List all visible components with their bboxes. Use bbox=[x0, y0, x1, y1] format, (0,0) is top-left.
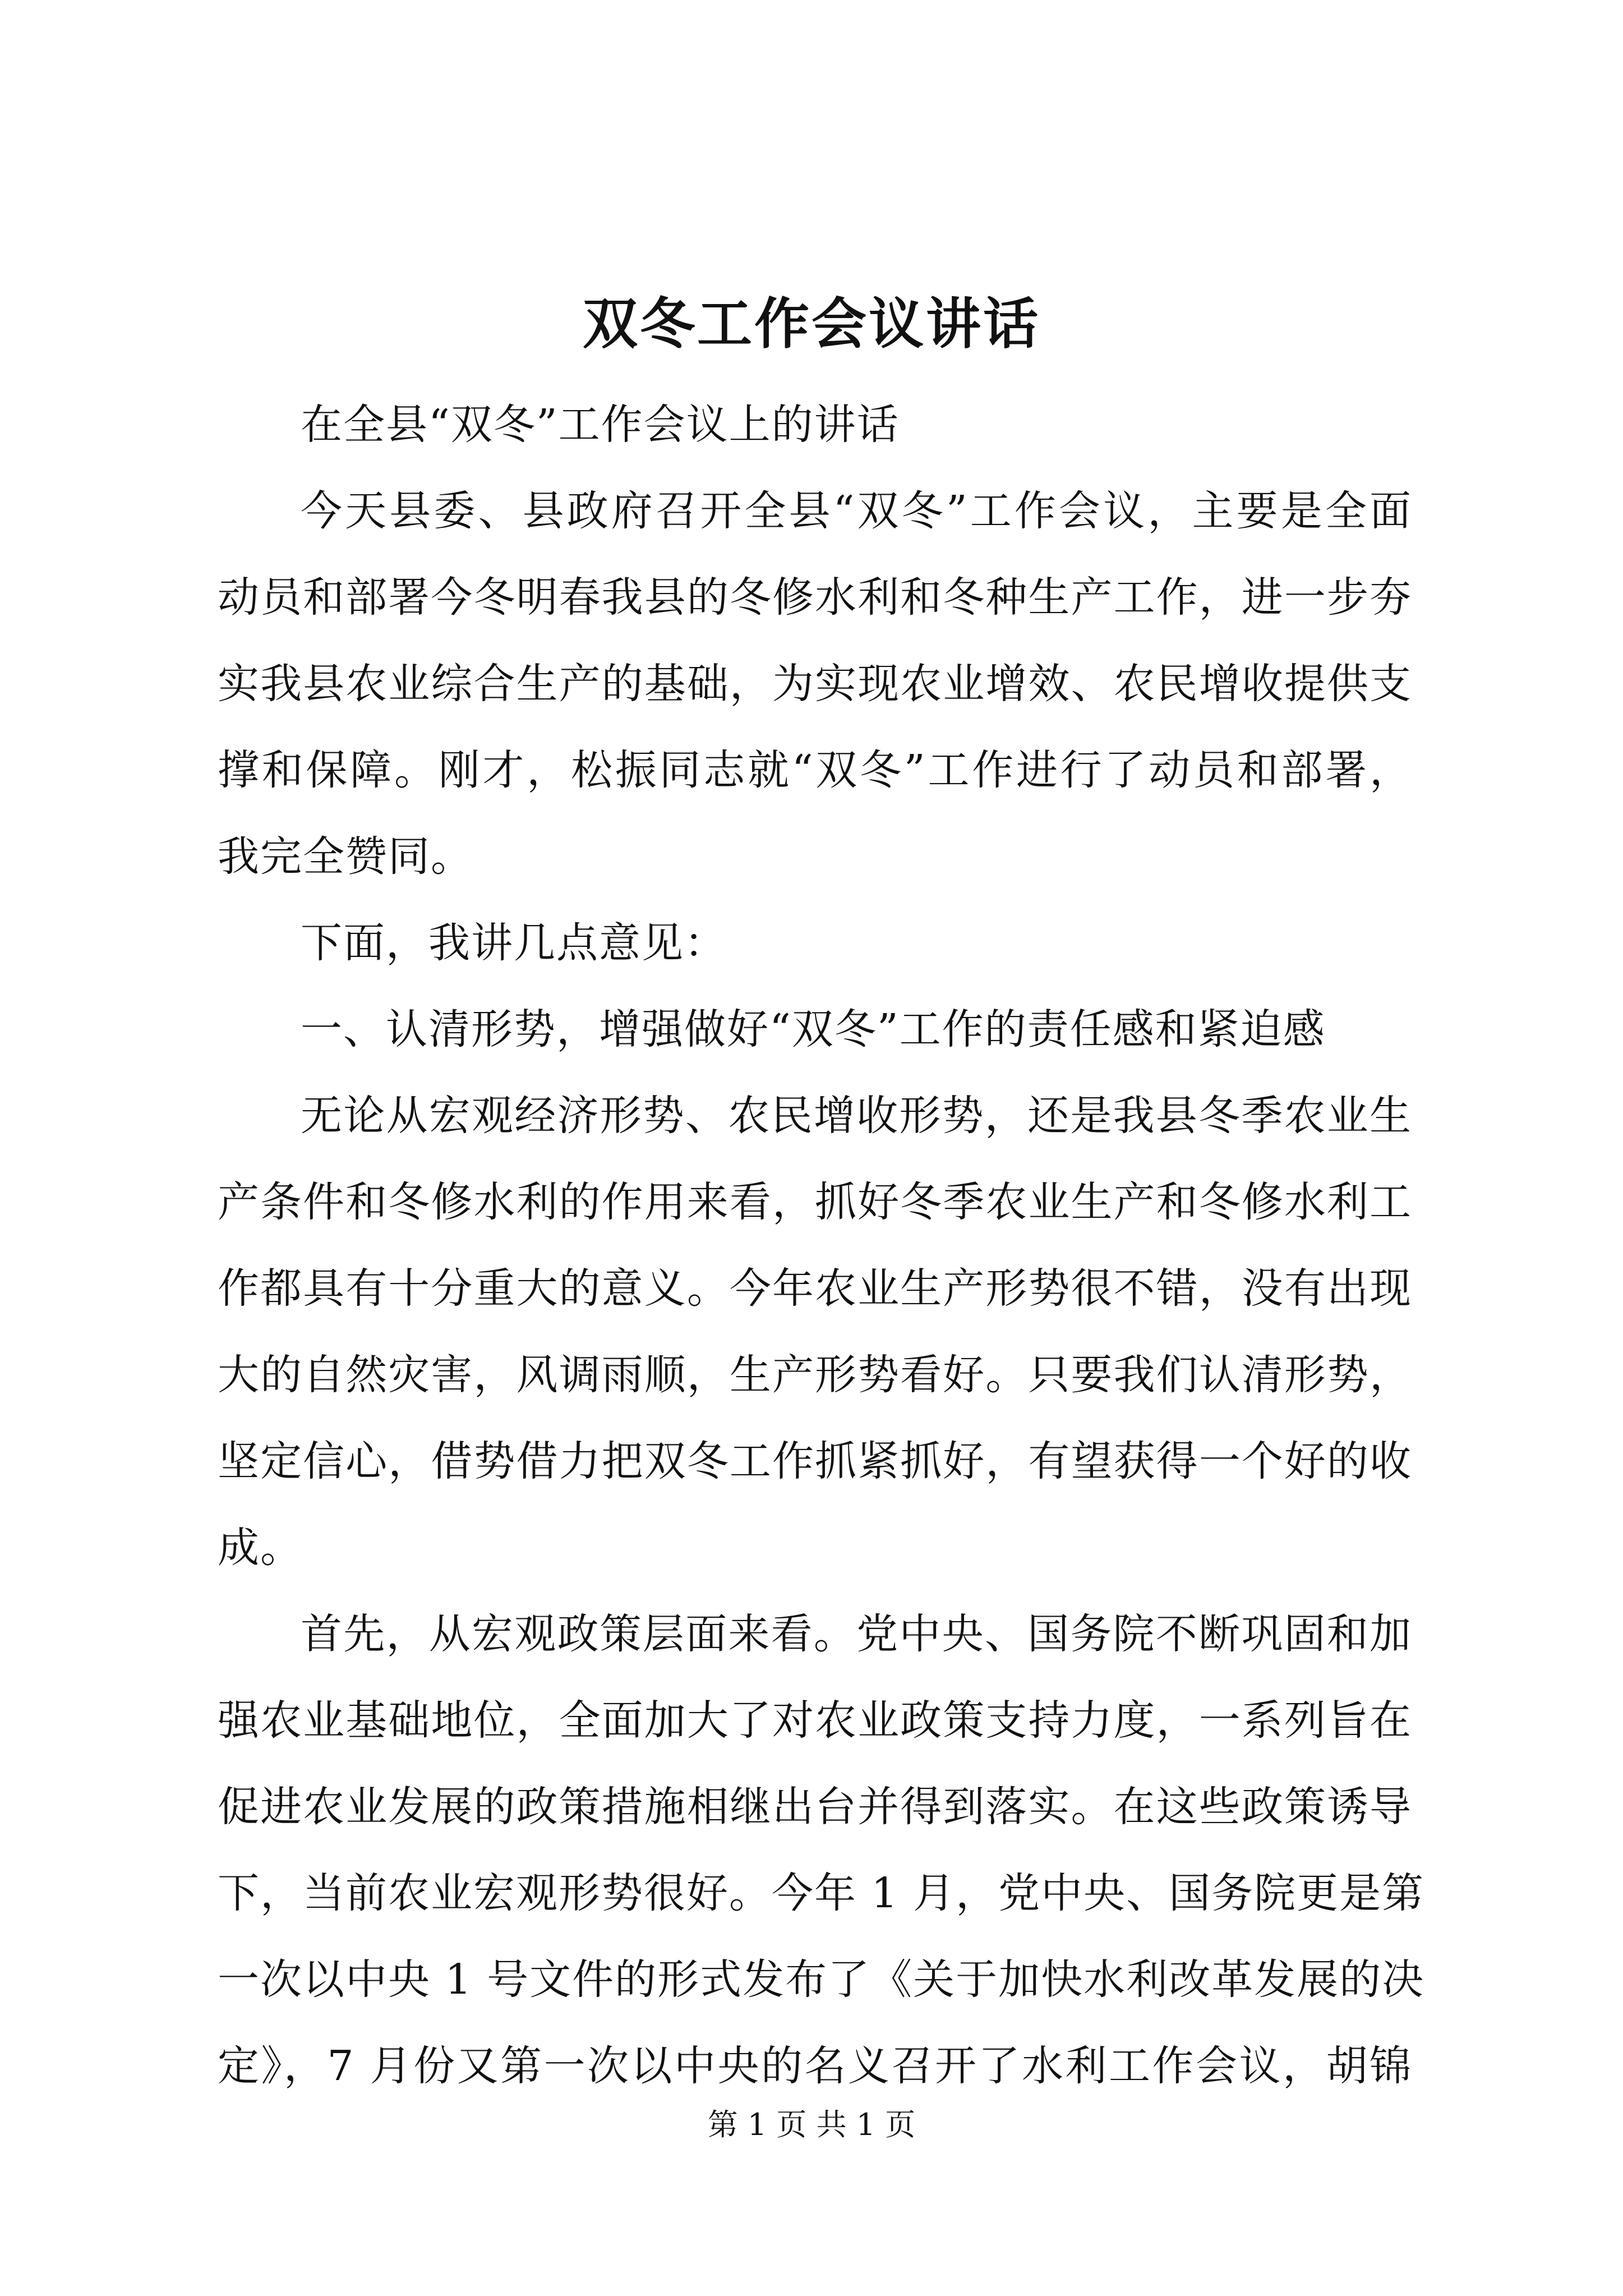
body-line: 今天县委、县政府召开全县“双冬”工作会议，主要是全面 bbox=[301, 487, 1412, 535]
body-line: 动员和部署今冬明春我县的冬修水利和冬种生产工作，进一步夯 bbox=[218, 573, 1412, 622]
body-line: 无论从宏观经济形势、农民增收形势，还是我县冬季农业生 bbox=[301, 1092, 1412, 1140]
body-line: 成。 bbox=[218, 1524, 303, 1572]
body-line: 下，当前农业宏观形势很好。今年 1 月，党中央、国务院更是第 bbox=[218, 1869, 1425, 1917]
page-footer: 第 1 页 共 1 页 bbox=[707, 2107, 916, 2142]
body-line: 实我县农业综合生产的基础，为实现农业增效、农民增收提供支 bbox=[218, 660, 1412, 708]
body-line: 促进农业发展的政策措施相继出台并得到落实。在这些政策诱导 bbox=[218, 1783, 1412, 1831]
body-line: 大的自然灾害，风调雨顺，生产形势看好。只要我们认清形势， bbox=[218, 1351, 1412, 1399]
body-line: 定》，7 月份又第一次以中央的名义召开了水利工作会议，胡锦 bbox=[218, 2042, 1412, 2090]
body-line: 强农业基础地位，全面加大了对农业政策支持力度，一系列旨在 bbox=[218, 1696, 1412, 1745]
body-line: 一、认清形势，增强做好“双冬”工作的责任感和紧迫感 bbox=[301, 1005, 1326, 1053]
body-line: 首先，从宏观政策层面来看。党中央、国务院不断巩固和加 bbox=[301, 1610, 1412, 1658]
body-line: 我完全赞同。 bbox=[218, 832, 473, 881]
body-line: 一次以中央 1 号文件的形式发布了《关于加快水利改革发展的决 bbox=[218, 1955, 1425, 2004]
document-title: 双冬工作会议讲话 bbox=[582, 292, 1040, 356]
body-line: 产条件和冬修水利的作用来看，抓好冬季农业生产和冬修水利工 bbox=[218, 1178, 1412, 1226]
document-body bbox=[218, 381, 1425, 2109]
body-line: 作都具有十分重大的意义。今年农业生产形势很不错，没有出现 bbox=[218, 1264, 1412, 1313]
body-line: 在全县“双冬”工作会议上的讲话 bbox=[301, 401, 900, 449]
body-line: 坚定信心，借势借力把双冬工作抓紧抓好，有望获得一个好的收 bbox=[218, 1437, 1412, 1485]
body-line: 下面，我讲几点意见： bbox=[301, 919, 727, 967]
body-line: 撑和保障。刚才，松振同志就“双冬”工作进行了动员和部署， bbox=[218, 746, 1412, 794]
